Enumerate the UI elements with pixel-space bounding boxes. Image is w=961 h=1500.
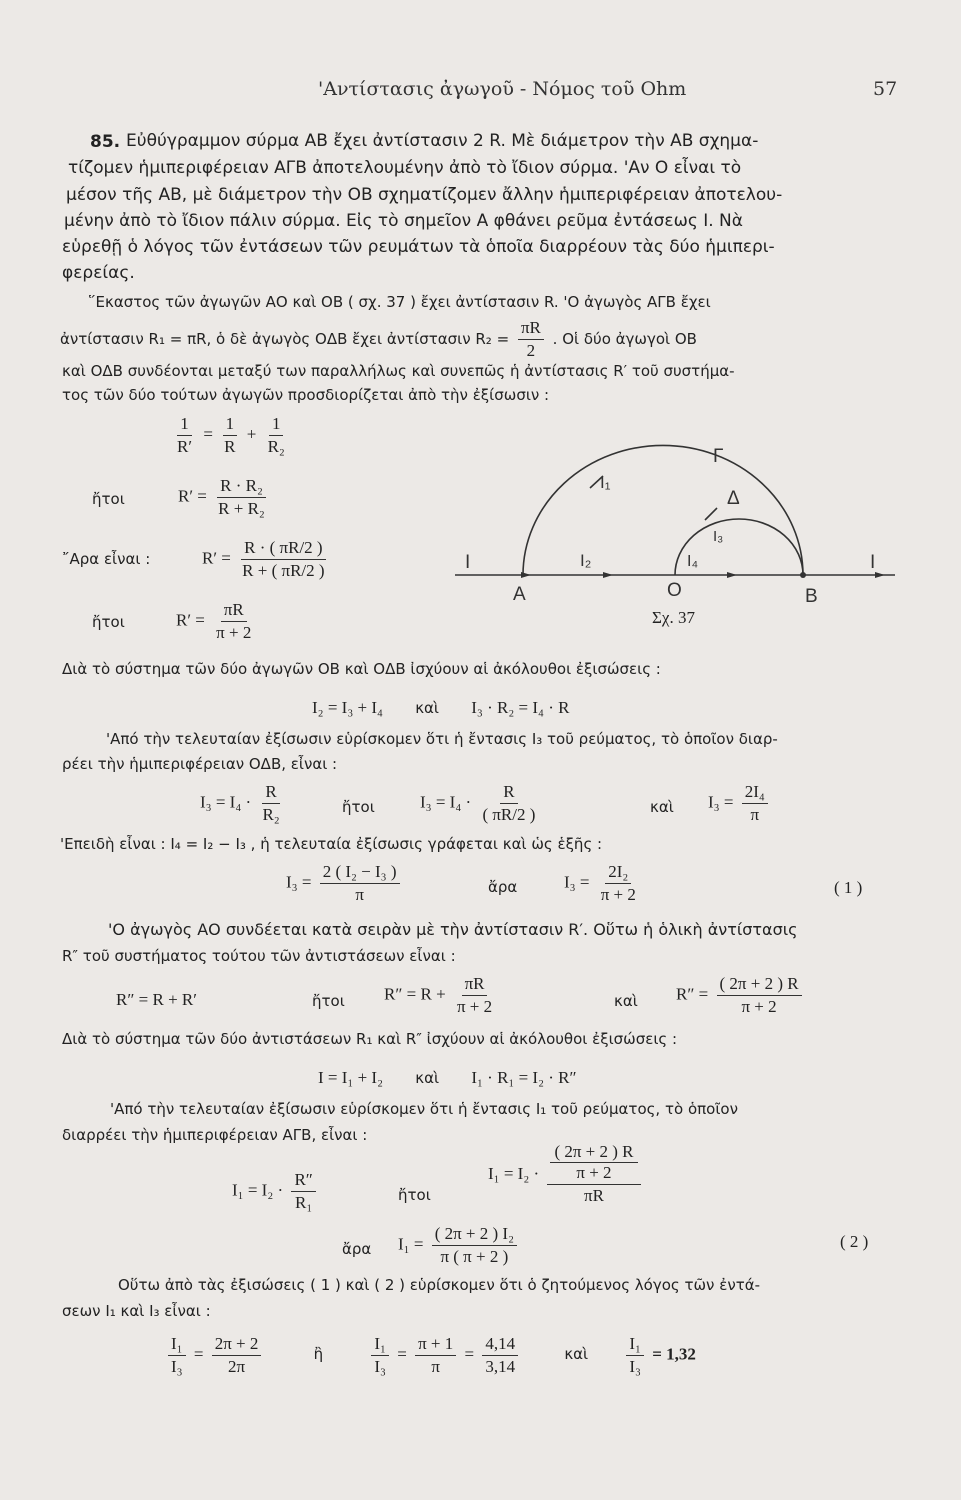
arrow-i-right (875, 572, 885, 578)
equation-i3-subst: I₃ = $\frac{\text{2 ( I₂ − I₃ )}}{\pi}$ (286, 862, 404, 905)
label-i2: I₂ (580, 551, 592, 570)
label-i3: I₃ (713, 528, 724, 545)
equation-i1-a: I₁ = I₂ · $\frac{R''}{\text{R₁}}$ (232, 1170, 320, 1213)
solution-para-5-line-1: 'Ο ἀγωγὸς ΑΟ συνδέεται κατὰ σειρὰν μὲ τὴν ἀντίστασιν R′. Οὕτω ἡ ὁλικὴ ἀντίστασις (108, 920, 798, 939)
label-i4: I₄ (687, 553, 698, 570)
solution-para-5-line-2: R″ τοῦ συστήματος τούτου τῶν ἀντιστάσεων εἶναι : (62, 947, 456, 965)
equation-r-prime-final: R′ = $\frac{\pi R}{\pi + 2}$ (176, 600, 252, 642)
problem-line-5: εὑρεθῇ ὁ λόγος τῶν ἐντάσεων τῶν ρευμάτων τὰ ὁποῖα διαρρέουν τὰς δύο ἡμιπερι- (62, 237, 775, 257)
problem-line-3: μέσον τῆς ΑΒ, μὲ διάμετρον τὴν ΟΒ σχηματίζομεν ἄλλην ἡμιπεριφέρειαν ἀποτελου- (66, 185, 783, 205)
problem-number: 85. (90, 132, 121, 152)
equation-tag-1: ( 1 ) (834, 878, 863, 897)
eq4-prefix: ἤτοι (92, 613, 125, 631)
label-b: Β (805, 586, 818, 607)
semicircle-agb (523, 445, 803, 575)
equation-r-double-prime-c: R″ = $\frac{( 2\pi + 2 ) R}{\pi + 2}$ (676, 974, 806, 1017)
label-o: Ο (667, 580, 682, 601)
arrow-i2 (603, 572, 613, 578)
eq6-itoi: ἤτοι (342, 798, 375, 816)
equation-r-double-prime-a: R″ = R + R′ (116, 990, 197, 1009)
label-a: Α (513, 584, 526, 605)
solution-para-3-line-1: 'Από τὴν τελευταίαν ἐξίσωσιν εὑρίσκομεν ὅτι ἡ ἔντασις I₃ τοῦ ρεύματος, τὸ ὁποῖον διαρ- (106, 730, 778, 748)
label-gamma: Γ (713, 446, 724, 467)
solution-para-6: Διὰ τὸ σύστημα τῶν δύο ἀντιστάσεων R₁ καὶ R″ ἰσχύουν αἱ ἀκόλουθοι ἐξισώσεις : (62, 1030, 678, 1048)
label-i-left: I (465, 552, 471, 573)
equation-parallel: $\frac{1}{R'}$ = $\frac{1}{R}$ + $\frac{1}{\text{R₂}}$ (177, 414, 285, 456)
solution-line-4: τος τῶν δύο τούτων ἀγωγῶν προσδιορίζεται ἀπὸ τὴν ἐξίσωσιν : (62, 386, 550, 404)
equation-i3-result: I₃ = $\frac{\text{2I₂}}{\pi + 2}$ (564, 862, 636, 904)
equation-r-prime: R′ = $\frac{\text{R · R₂}}{\text{R + R₂}}$ (178, 476, 265, 518)
page-number: 57 (873, 78, 898, 100)
equation-tag-2: ( 2 ) (840, 1232, 869, 1251)
solution-line-2: ἀντίστασιν R₁ = πR, ὁ δὲ ἀγωγὸς ΟΔΒ ἔχει ἀντίστασιν R₂ = $\frac{\pi R}{2}$ . Οἱ δύο ἀγωγοὶ ΟΒ (60, 318, 697, 360)
running-header: 'Αντίστασις ἀγωγοῦ - Νόμος τοῦ Ohm (318, 78, 687, 100)
eq2-prefix: ἤτοι (92, 490, 125, 508)
solution-para-7-line-1: 'Από τὴν τελευταίαν ἐξίσωσιν εὑρίσκομεν ὅτι ἡ ἔντασις I₁ τοῦ ρεύματος, τὸ ὁποῖον (110, 1100, 738, 1118)
final-ratio: = 1,32 (652, 1344, 696, 1364)
eq6-kai: καὶ (650, 798, 674, 816)
problem-line-1: Εὐθύγραμμον σύρμα ΑΒ ἔχει ἀντίστασιν 2 R. Μὲ διάμετρον τὴν ΑΒ σχημα- (126, 131, 759, 151)
arrow-i-left (521, 572, 531, 578)
arrow-i4 (727, 572, 737, 578)
arrow-i3 (705, 508, 717, 520)
solution-line-1: ῞Εκαστος τῶν ἀγωγῶν ΑΟ καὶ ΟΒ ( σχ. 37 ) ἔχει ἀντίστασιν R. 'Ο ἀγωγὸς ΑΓΒ ἔχει (88, 293, 711, 311)
equation-r-double-prime-b: R″ = R + $\frac{\pi R}{\pi + 2}$ (384, 974, 493, 1016)
equation-currents-ob: I₂ = I₃ + I₄ καὶ I₃ · R₂ = I₄ · R (312, 698, 570, 717)
equation-i1-b: I₁ = I₂ · ( 2π + 2 ) R π + 2 πR (488, 1142, 645, 1206)
equation-i1-result: I₁ = $\frac{\text{( 2π + 2 ) I₂}}{\pi ( \pi + 2 )}$ (398, 1224, 521, 1267)
equation-i3-b: I₃ = I₄ · $\frac{R}{( \pi R/2 )}$ (420, 782, 536, 824)
eq10-itoi: ἤτοι (398, 1186, 431, 1204)
label-i-right: I (870, 552, 876, 573)
solution-para-7-line-2: διαρρέει τὴν ἡμιπεριφέρειαν ΑΓΒ, εἶναι : (62, 1126, 368, 1144)
eq11-ara: ἄρα (342, 1240, 372, 1258)
equation-r-prime-sub: R′ = $\frac{R \cdot ( \pi R/2 )}{R + ( \pi R/2 )}$ (202, 538, 325, 580)
equation-currents-total: I = I₁ + I₂ καὶ I₁ · R₁ = I₂ · R″ (318, 1068, 577, 1087)
problem-line-4: μένην ἀπὸ τὸ ἴδιον πάλιν σύρμα. Εἰς τὸ σημεῖον Α φθάνει ρεῦμα ἐντάσεως Ι. Νὰ (64, 211, 743, 231)
eq8-kai: καὶ (614, 992, 638, 1010)
eq3-prefix: ῎Αρα εἶναι : (62, 550, 151, 568)
eq7-ara: ἄρα (488, 878, 518, 896)
eq8-itoi: ἤτοι (312, 992, 345, 1010)
label-delta: Δ (727, 488, 740, 509)
fraction-r2: $\frac{\pi R}{2}$ (518, 318, 544, 361)
solution-para-8-line-2: σεων I₁ καὶ I₃ εἶναι : (62, 1302, 211, 1320)
equation-i3-c: I₃ = $\frac{\text{2I₄}}{\pi}$ (708, 782, 772, 825)
problem-line-2: τίζομεν ἡμιπεριφέρειαν ΑΓΒ ἀποτελουμένην ἀπὸ τὸ ἴδιον σύρμα. 'Αν Ο εἶναι τὸ (68, 158, 742, 178)
solution-para-4: 'Επειδὴ εἶναι : I₄ = I₂ − I₃ , ἡ τελευταία ἐξίσωσις γράφεται καὶ ὡς ἑξῆς : (60, 835, 603, 853)
label-i1: I₁ (600, 473, 611, 492)
problem-line-6: φερείας. (62, 263, 135, 283)
figure-caption: Σχ. 37 (652, 608, 695, 627)
solution-line-3: καὶ ΟΔΒ συνδέονται μεταξύ των παραλλήλως καὶ συνεπῶς ἡ ἀντίστασις R′ τοῦ συστήμα- (62, 362, 735, 380)
solution-para-2: Διὰ τὸ σύστημα τῶν δύο ἀγωγῶν ΟΒ καὶ ΟΔΒ ἰσχύουν αἱ ἀκόλουθοι ἐξισώσεις : (62, 660, 661, 678)
equation-ratio: $\frac{\text{I₁}}{\text{I₃}}$ = $\frac{2\pi + 2}{2\pi}$ ἢ $\frac{\text{I₁}}{\text{I₃}}$ = $\frac{\pi + 1}{\pi}$ = $\frac{4,14}{3,14}$ καὶ $\frac{\text{I₁}}{\text{I₃}}$ = 1,32 (164, 1334, 696, 1377)
node-b (800, 572, 806, 578)
solution-para-3-line-2: ρέει τὴν ἡμιπεριφέρειαν ΟΔΒ, εἶναι : (62, 755, 338, 773)
equation-i3-a: I₃ = I₄ · $\frac{R}{\text{R₂}}$ (200, 782, 280, 824)
solution-para-8-line-1: Οὕτω ἀπὸ τὰς ἐξισώσεις ( 1 ) καὶ ( 2 ) εὑρίσκομεν ὅτι ὁ ζητούμενος λόγος τῶν ἐντά- (118, 1276, 761, 1294)
